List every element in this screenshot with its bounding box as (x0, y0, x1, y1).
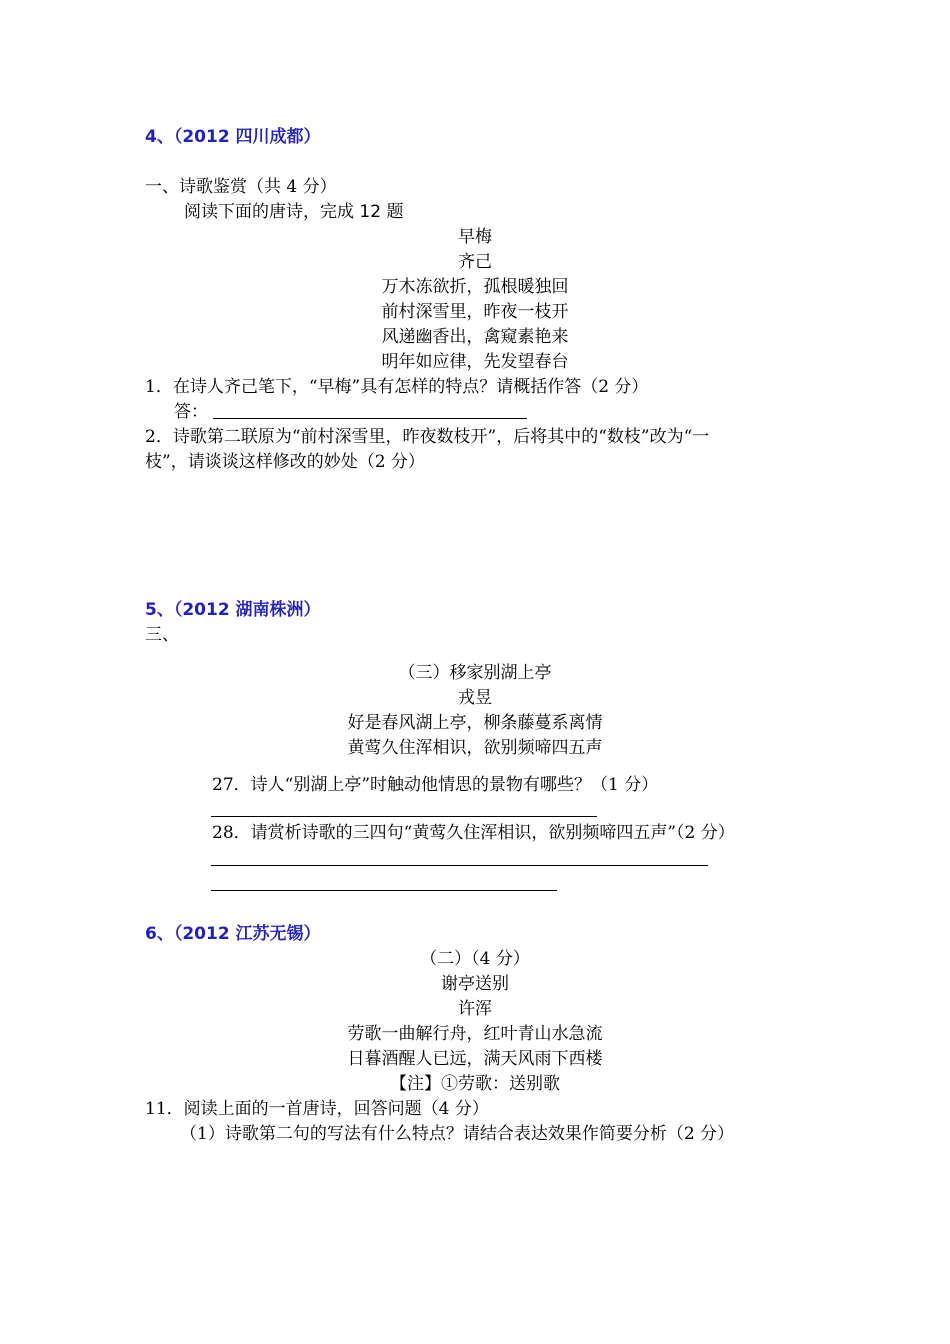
poem-3-title: 谢亭送别 (441, 974, 509, 994)
answer-line (211, 865, 708, 866)
poem-2-author: 戎昱 (458, 688, 492, 708)
poem-1-line: 明年如应律，先发望春台 (381, 352, 569, 372)
poem-1-line: 风递幽香出，禽窥素艳来 (381, 327, 569, 347)
question-11-1: （1）诗歌第二句的写法有什么特点？请结合表达效果作简要分析（2 分） (180, 1124, 735, 1144)
poem-2-title: （三）移家别湖上亭 (398, 663, 552, 683)
section-4-header: 4、（2012 四川成都） (145, 127, 321, 147)
poem-3-author: 许浑 (458, 999, 492, 1019)
poem-2-line: 好是春风湖上亭，柳条藤蔓系离情 (347, 713, 603, 733)
poem-1-line: 前村深雪里，昨夜一枝开 (381, 302, 569, 322)
section-6-header: 6、（2012 江苏无锡） (145, 924, 321, 944)
question-11: 11．阅读上面的一首唐诗，回答问题（4 分） (145, 1099, 489, 1119)
poem-3-note: 【注】①劳歌：送别歌 (390, 1074, 560, 1094)
poem-3-line: 劳歌一曲解行舟，红叶青山水急流 (347, 1024, 603, 1044)
poem-3-part: （二）（4 分） (420, 949, 530, 969)
question-1: 1．在诗人齐己笔下，“早梅”具有怎样的特点？请概括作答（2 分） (145, 377, 649, 397)
answer-line (211, 890, 557, 891)
poem-1-line: 万木冻欲折，孤根暖独回 (381, 277, 569, 297)
answer-line (213, 418, 527, 419)
poem-3-line: 日暮酒醒人已远，满天风雨下西楼 (347, 1049, 603, 1069)
poem-1-author: 齐己 (458, 252, 492, 272)
question-28: 28．请赏析诗歌的三四句“黄莺久住浑相识，欲别频啼四五声”（2 分） (212, 823, 735, 843)
section-5-title: 三、 (145, 625, 179, 645)
poem-2-line: 黄莺久住浑相识，欲别频啼四五声 (347, 738, 603, 758)
answer-label: 答： (174, 402, 208, 422)
question-2-cont: 枝”，请谈谈这样修改的妙处（2 分） (145, 452, 425, 472)
section-4-instruction: 阅读下面的唐诗，完成 12 题 (184, 202, 404, 222)
question-27: 27．诗人“别湖上亭”时触动他情思的景物有哪些？（1 分） (212, 775, 659, 795)
poem-1-title: 早梅 (458, 227, 492, 247)
section-4-title: 一、诗歌鉴赏（共 4 分） (145, 177, 337, 197)
section-5-header: 5、（2012 湖南株洲） (145, 600, 321, 620)
question-2: 2．诗歌第二联原为“前村深雪里，昨夜数枝开”，后将其中的“数枝”改为“一 (145, 427, 710, 447)
answer-line (211, 816, 597, 817)
